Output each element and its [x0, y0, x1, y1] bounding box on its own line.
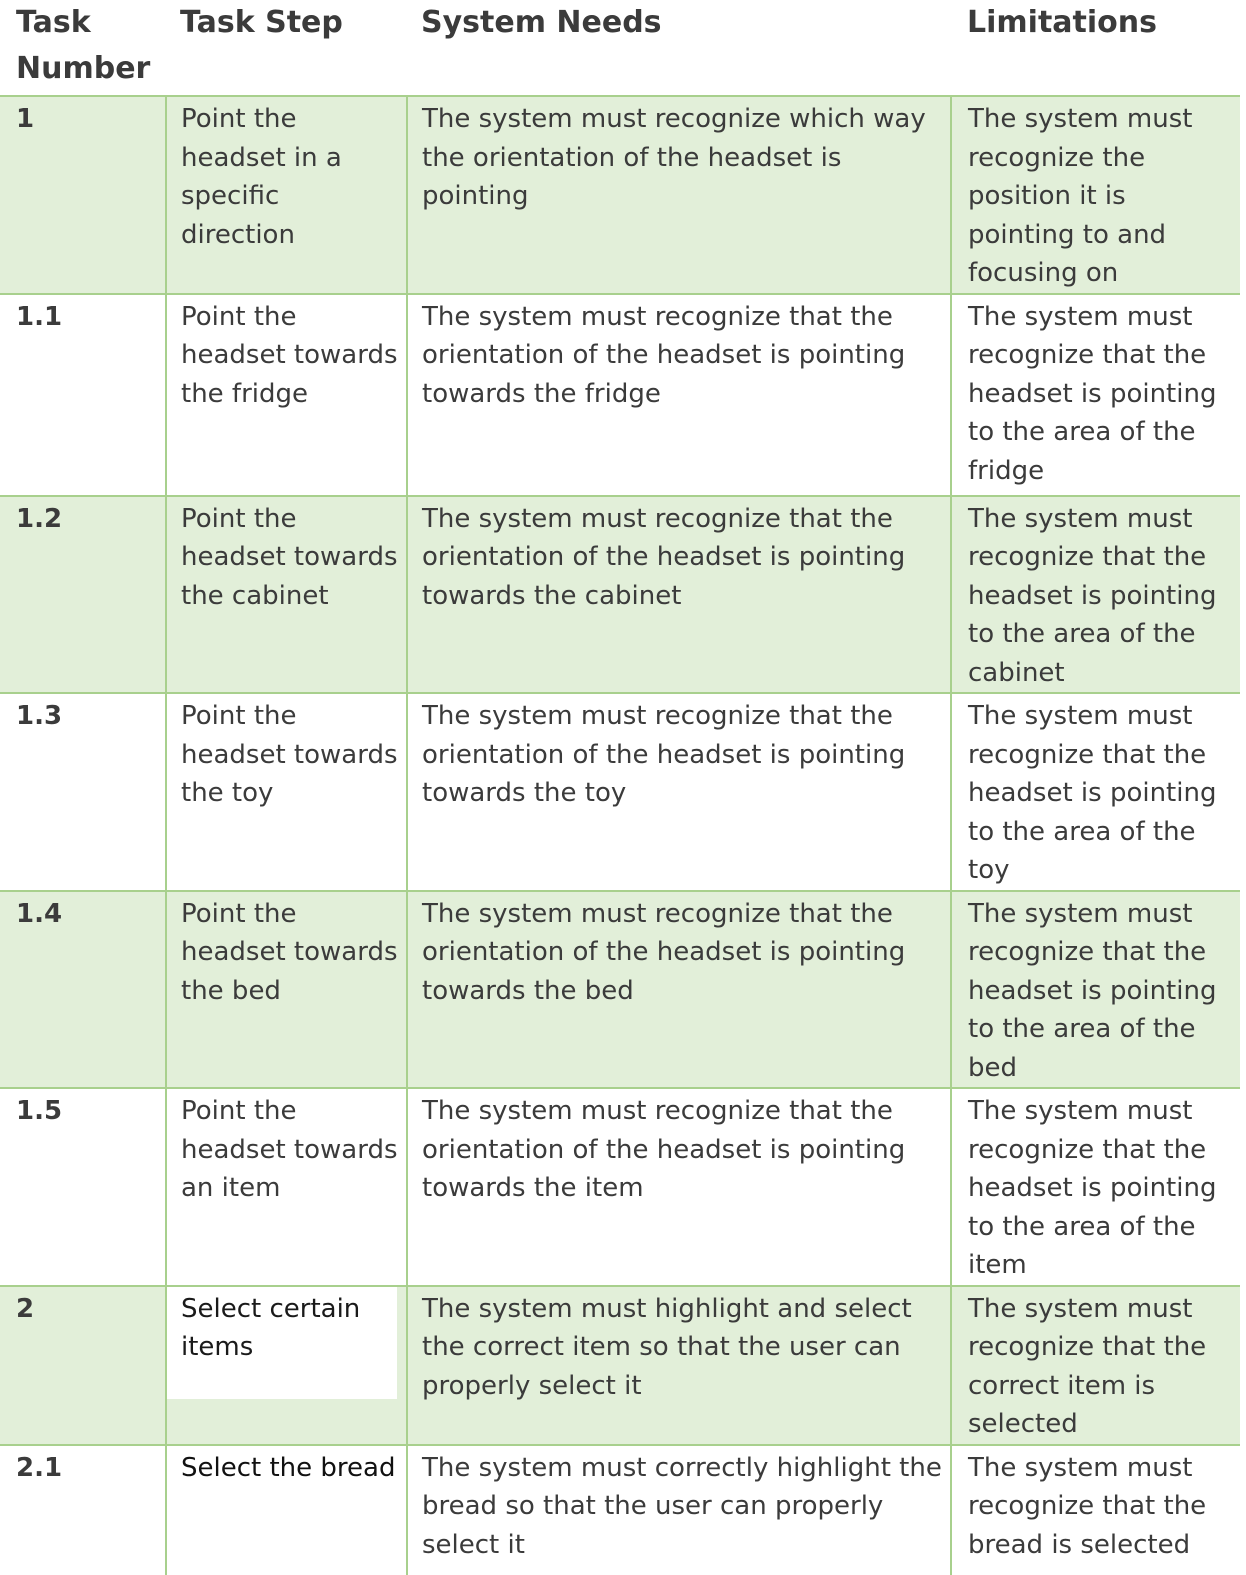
- task-step-cell: Point the headset towards the bed: [166, 891, 407, 1089]
- system-needs-cell: The system must recognize that the orientation of the headset is pointing towards the fridge: [407, 294, 951, 496]
- task-number-cell: 1.2: [0, 496, 166, 694]
- header-task-number: Task Number: [16, 5, 151, 86]
- table-row: [0, 496, 1240, 694]
- task-step-text: Select the bread: [181, 1452, 396, 1483]
- table-header: [0, 0, 1240, 96]
- limitations-cell: The system must recognize the position it is pointing to and focusing on: [951, 96, 1240, 294]
- system-needs-cell: The system must recognize which way the orientation of the headset is pointing: [407, 96, 951, 294]
- task-number-cell: 1.4: [0, 891, 166, 1089]
- limitations-cell: The system must recognize that the headset is pointing to the area of the item: [951, 1088, 1240, 1286]
- limitations-cell: The system must recognize that the bread is selected: [951, 1445, 1240, 1575]
- task-number-cell: 1.3: [0, 693, 166, 891]
- table-row: [0, 1088, 1240, 1286]
- task-step-cell: Point the headset towards the fridge: [166, 294, 407, 496]
- task-step-cell: Point the headset towards the toy: [166, 693, 407, 891]
- task-number-cell: 1.5: [0, 1088, 166, 1286]
- header-system-needs: System Needs: [421, 5, 662, 40]
- header-task-step: Task Step: [180, 5, 343, 40]
- system-needs-cell: The system must recognize that the orientation of the headset is pointing towards the item: [407, 1088, 951, 1286]
- system-needs-cell: The system must recognize that the orientation of the headset is pointing towards the bed: [407, 891, 951, 1089]
- header-limitations: Limitations: [967, 5, 1157, 40]
- table-row: [0, 1445, 1240, 1575]
- task-step-cell: Point the headset in a specific direction: [166, 96, 407, 294]
- task-step-cell: Point the headset towards the cabinet: [166, 496, 407, 694]
- system-needs-cell: The system must recognize that the orientation of the headset is pointing towards the cabinet: [407, 496, 951, 694]
- limitations-cell: The system must recognize that the correct item is selected: [951, 1286, 1240, 1445]
- table-row: [0, 1286, 1240, 1445]
- limitations-cell: The system must recognize that the headset is pointing to the area of the bed: [951, 891, 1240, 1089]
- system-needs-cell: The system must highlight and select the correct item so that the user can properly select it: [407, 1286, 951, 1445]
- table-row: [0, 96, 1240, 294]
- task-step-cell: Point the headset towards an item: [166, 1088, 407, 1286]
- task-number-cell: 1: [0, 96, 166, 294]
- table-row: [0, 891, 1240, 1089]
- table-row: [0, 294, 1240, 496]
- table-body: [0, 96, 1240, 1575]
- system-needs-cell: The system must recognize that the orientation of the headset is pointing towards the toy: [407, 693, 951, 891]
- task-step-cell: [166, 1445, 407, 1575]
- task-step-cell: [166, 1286, 407, 1445]
- header-row: [0, 0, 1240, 96]
- limitations-cell: The system must recognize that the headset is pointing to the area of the toy: [951, 693, 1240, 891]
- task-number-cell: 1.1: [0, 294, 166, 496]
- task-number-cell: 2: [0, 1286, 166, 1445]
- limitations-cell: The system must recognize that the headset is pointing to the area of the fridge: [951, 294, 1240, 496]
- task-number-cell: 2.1: [0, 1445, 166, 1575]
- task-step-text: Select certain items: [181, 1293, 361, 1362]
- limitations-cell: The system must recognize that the headset is pointing to the area of the cabinet: [951, 496, 1240, 694]
- system-needs-cell: The system must correctly highlight the bread so that the user can properly select it: [407, 1445, 951, 1575]
- table-row: [0, 693, 1240, 891]
